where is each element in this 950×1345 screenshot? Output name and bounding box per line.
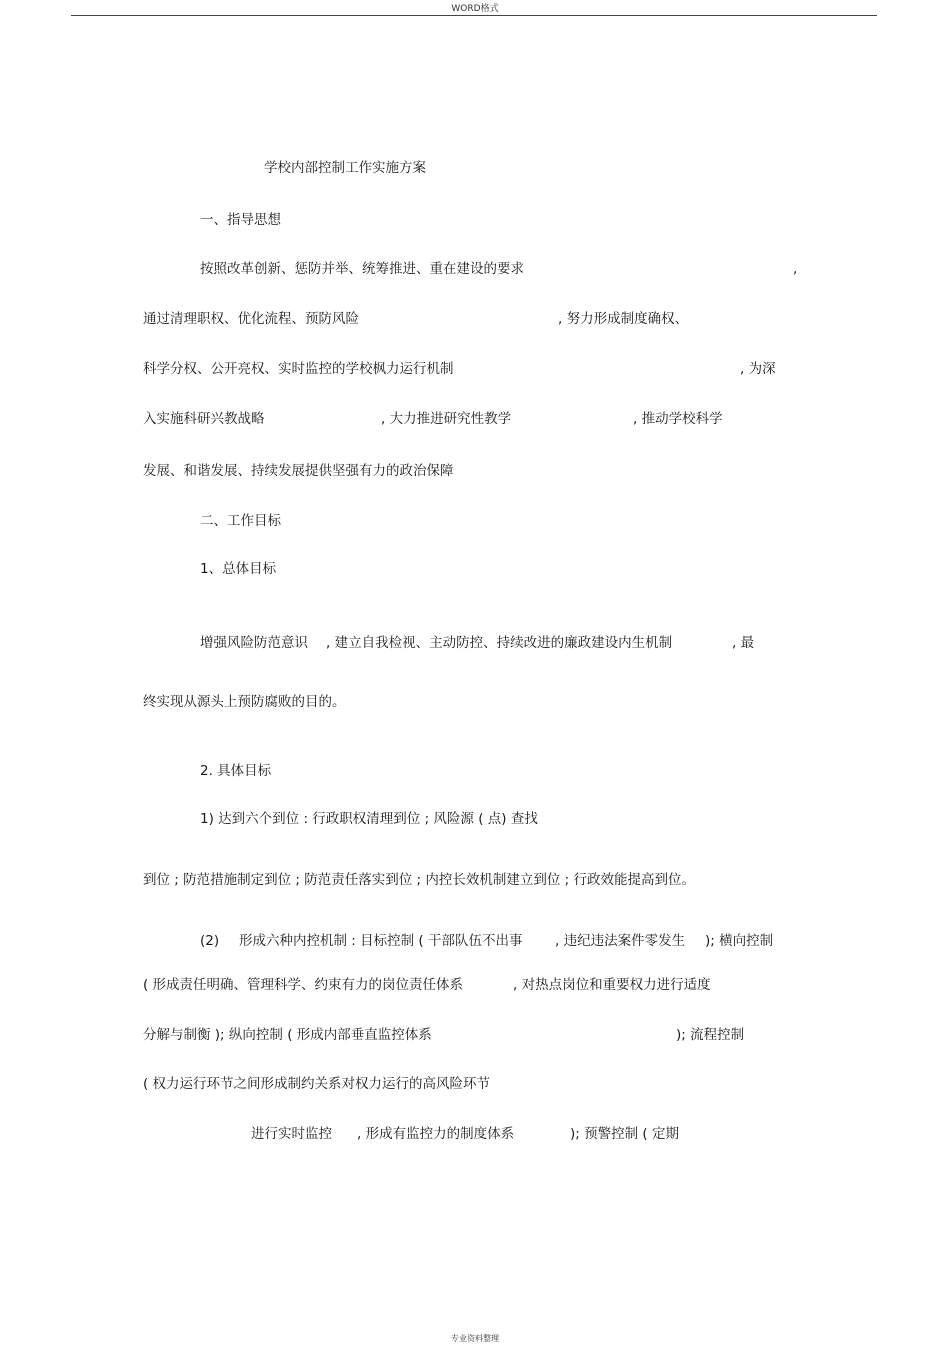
document-title: 学校内部控制工作实施方案 [264,160,426,176]
paragraph-line: 到位 ; 防范措施制定到位 ; 防范责任落实到位 ; 内控长效机制建立到位 ; 行政效能提高到位。 [143,872,696,888]
subsection-heading: 1、总体目标 [200,561,277,577]
section-heading-2: 二、工作目标 [200,513,281,529]
paragraph-line: ( 权力运行环节之间形成制约关系对权力运行的高风险环节 [143,1076,491,1092]
paragraph-line: ); 流程控制 [676,1027,745,1043]
paragraph-line: 通过清理职权、优化流程、预防风险 [143,311,359,327]
paragraph-line: , 为深 [740,361,776,377]
paragraph-line: , 最 [732,635,755,651]
paragraph-line: 发展、和谐发展、持续发展提供坚强有力的政治保障 [143,463,454,479]
page-header: WORD格式 [451,4,499,14]
paragraph-line: 增强风险防范意识 [200,635,308,651]
paragraph-line: , 大力推进研究性教学 [381,411,512,427]
paragraph-line: , [793,261,798,277]
paragraph-line: ); 预警控制 ( 定期 [570,1126,679,1142]
paragraph-line: ); 横向控制 [705,933,774,949]
paragraph-line: , 违纪违法案件零发生 [555,933,686,949]
subsection-heading: 2. 具体目标 [200,763,272,779]
paragraph-line: , 对热点岗位和重要权力进行适度 [513,977,711,993]
paragraph-line: , 努力形成制度确权、 [558,311,689,327]
section-heading-1: 一、指导思想 [200,212,281,228]
paragraph-line: 科学分权、公开亮权、实时监控的学校枫力运行机制 [143,361,454,377]
paragraph-line: 进行实时监控 [251,1126,332,1142]
paragraph-line: ( 形成责任明确、管理科学、约束有力的岗位责任体系 [143,977,464,993]
header-divider [71,15,877,16]
paragraph-line: 1) 达到六个到位 : 行政职权清理到位 ; 风险源 ( 点) 查找 [200,811,538,827]
paragraph-line: , 形成有监控力的制度体系 [357,1126,515,1142]
paragraph-line: 按照改革创新、惩防并举、统筹推进、重在建设的要求 [200,261,524,277]
paragraph-line: , 建立自我检视、主动防控、持续改进的廉政建设内生机制 [326,635,673,651]
paragraph-line: , 推动学校科学 [633,411,723,427]
paragraph-line: 终实现从源头上预防腐败的目的。 [143,694,346,710]
paragraph-line: 入实施科研兴教战略 [143,411,265,427]
paragraph-line: 分解与制衡 ); 纵向控制 ( 形成内部垂直监控体系 [143,1027,432,1043]
page-footer: 专业资料整理 [451,1334,499,1343]
paragraph-line: (2) [200,933,220,949]
paragraph-line: 形成六种内控机制 : 目标控制 ( 干部队伍不出事 [239,933,523,949]
